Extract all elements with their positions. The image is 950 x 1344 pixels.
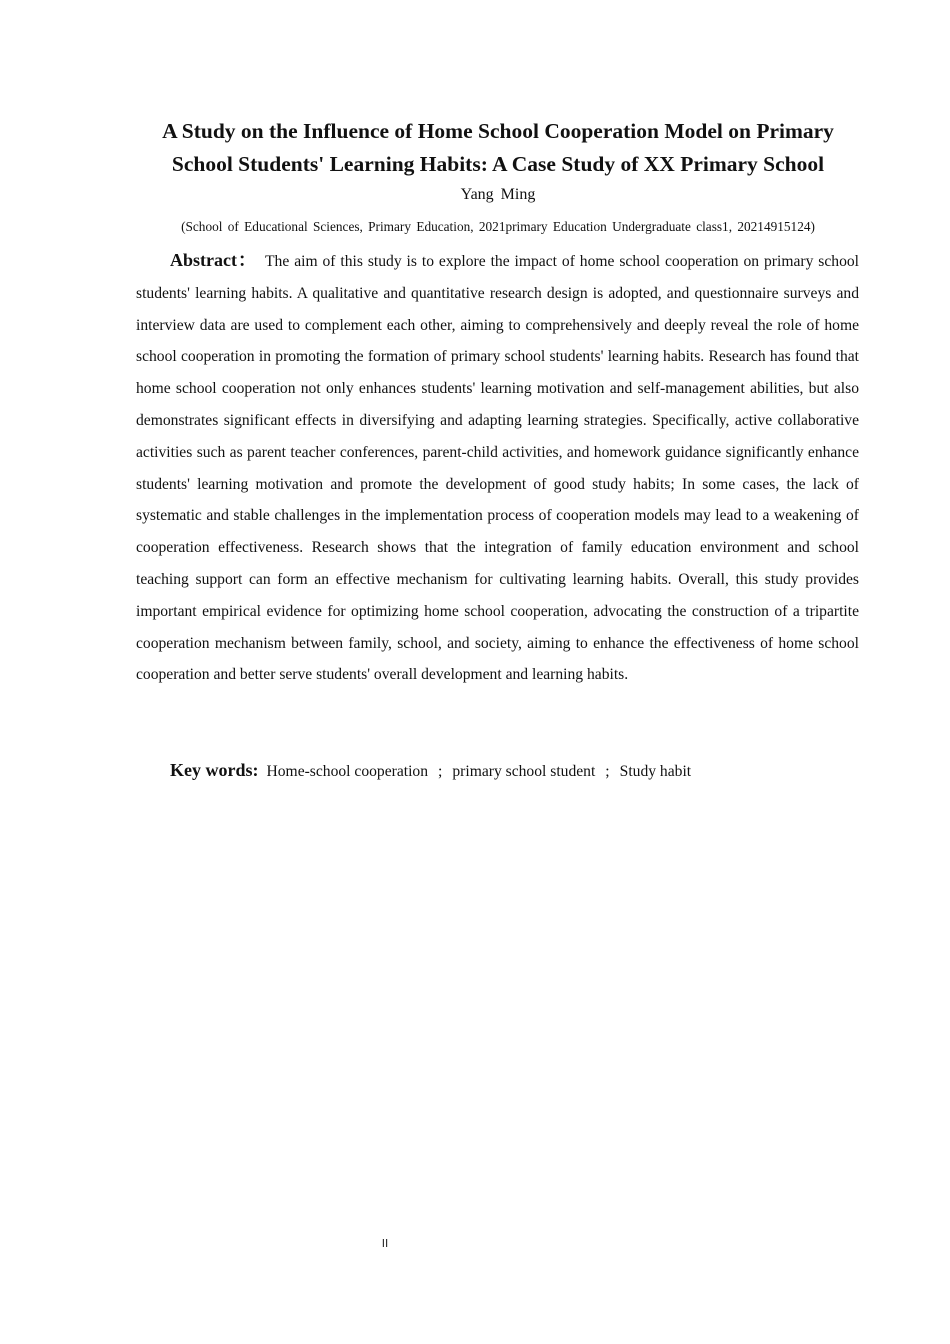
author-name: Yang Ming xyxy=(460,186,536,203)
paper-title xyxy=(120,115,876,181)
paper-title-line-2: School Students' Learning Habits: A Case Study of XX Primary School xyxy=(171,152,825,176)
keyword-separator: ; xyxy=(605,763,610,780)
abstract-label: Abstract xyxy=(170,250,237,270)
page-number: II xyxy=(381,1237,389,1250)
abstract-colon: ： xyxy=(236,250,258,270)
paper-title-line-1: A Study on the Influence of Home School Cooperation Model on Primary xyxy=(162,119,834,143)
keyword-item: Study habit xyxy=(619,763,692,780)
keywords-label: Key words: xyxy=(170,760,259,780)
abstract-text: The aim of this study is to explore the impact of home school cooperation on primary school students' learning habits. A qualitative and quantitative research design is adopted, and questionnaire surveys and interview data are used to complement each other, aiming to comprehensively and deeply reveal the role of home school cooperation in promoting the formation of primary school students' learning habits. Research has found that home school cooperation not only enhances students' learning motivation and self-management abilities, but also demonstrates significant effects in diversifying and adapting learning strategies. Specifically, active collaborative activities such as parent teacher conferences, parent-child activities, and homework guidance significantly enhance students' learning motivation and promote the development of good study habits; In some cases, the lack of systematic and stable challenges in the implementation process of cooperation models may lead to a weakening of cooperation effectiveness. Research shows that the integration of family education environment and school teaching support can form an effective mechanism for cultivating learning habits. Overall, this study provides important empirical evidence for optimizing home school cooperation, advocating the construction of a tripartite cooperation mechanism between family, school, and society, aiming to enhance the effectiveness of home school cooperation and better serve students' overall development and learning habits. xyxy=(136,253,860,684)
keyword-item: primary school student xyxy=(452,763,596,780)
keywords-line xyxy=(170,757,859,785)
abstract-paragraph xyxy=(136,245,859,691)
keyword-separator: ; xyxy=(438,763,443,780)
keyword-item: Home-school cooperation xyxy=(266,763,429,780)
author-affiliation: (School of Educational Sciences, Primary Education, 2021primary Education Undergraduate class1, 20214915124) xyxy=(181,219,815,234)
